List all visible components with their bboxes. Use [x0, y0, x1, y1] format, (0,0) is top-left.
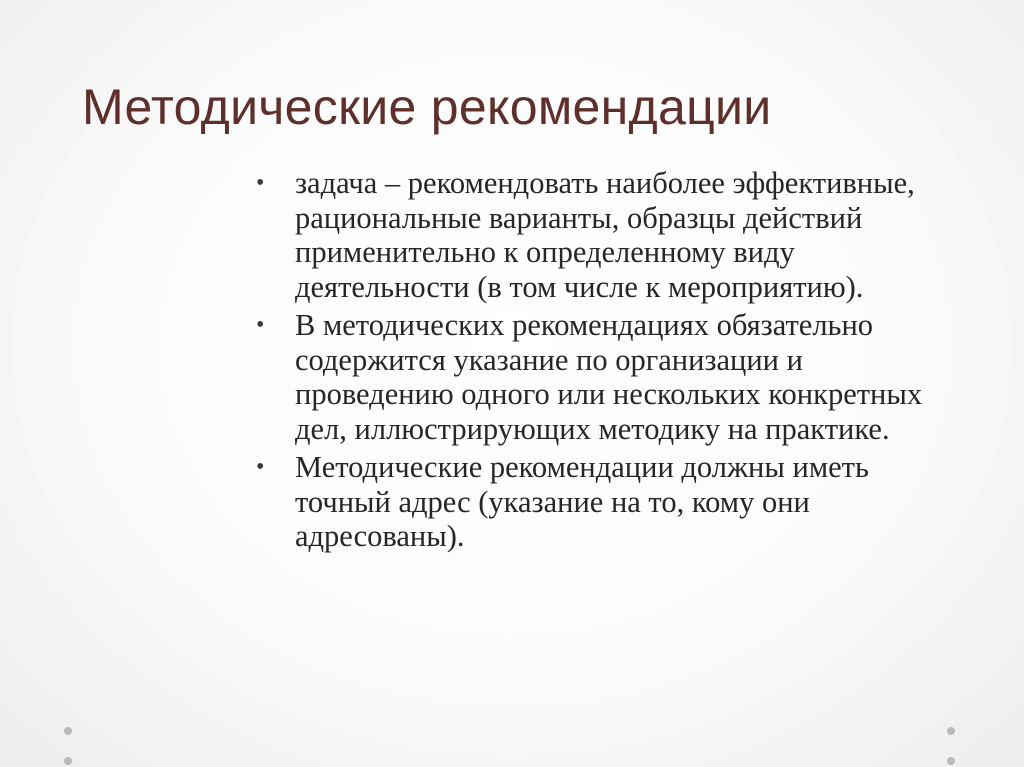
bullet-marker-icon: • [256, 312, 265, 338]
corner-dot-icon [64, 727, 72, 735]
bullet-item [252, 308, 964, 446]
bullet-text: В методических рекомендациях обязательно содержится указание по организации и проведению одного или нескольких конкретных дел, иллюстрирующих методику на практике. [295, 308, 923, 446]
corner-dot-icon [64, 757, 72, 765]
bullet-item [252, 450, 964, 554]
bullet-text: Методические рекомендации должны иметь точный адрес (указание на то, кому они адресованы). [295, 450, 869, 553]
corner-dot-icon [947, 727, 955, 735]
bullet-marker-icon: • [256, 170, 265, 196]
bullet-text: задача – рекомендовать наиболее эффективные, рациональные варианты, образцы действий применительно к определенному виду деятельности (в том числе к мероприятию). [295, 166, 915, 304]
corner-dot-icon [947, 757, 955, 765]
bullet-item [252, 166, 964, 304]
bullet-list [252, 166, 964, 558]
slide-title: Методические рекомендации [82, 79, 772, 135]
bullet-marker-icon: • [256, 454, 265, 480]
